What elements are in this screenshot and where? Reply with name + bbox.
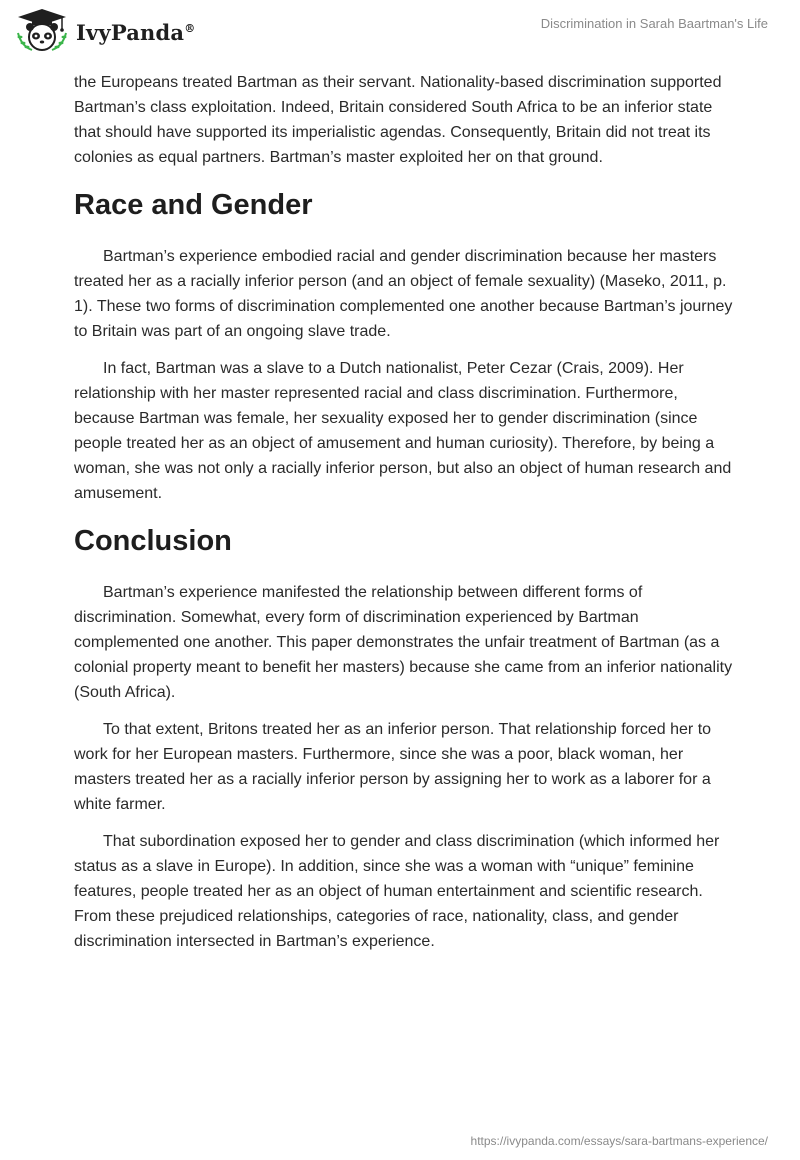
page-header — [0, 0, 800, 60]
document-title: Discrimination in Sarah Baartman's Life — [540, 16, 768, 31]
logo-wordmark: IvyPanda® — [76, 19, 196, 45]
registered-mark: ® — [184, 21, 196, 35]
source-url-link[interactable]: https://ivypanda.com/essays/sara-bartmans-experience/ — [470, 1134, 768, 1148]
ivypanda-logo[interactable] — [14, 7, 195, 53]
intro-paragraph: the Europeans treated Bartman as their servant. Nationality-based discrimination supported Bartman’s class exploitation. Indeed, Britain considered South Africa to be an inferior state that should have supported its imperialistic agendas. Consequently, Britain did not treat its colonies as equal partners. Bartman’s master exploited her on that ground. — [74, 74, 722, 166]
section-heading-race-and-gender: Race and Gender — [74, 189, 313, 221]
panda-graduate-icon — [14, 7, 70, 53]
paragraph: Bartman’s experience manifested the relationship between different forms of discrimination. Somewhat, every form of discrimination experienced by Bartman complemented one another. This paper demonstrates the unfair treatment of Bartman (as a colonial property meant to benefit her masters) because she came from an inferior nationality (South Africa). — [74, 584, 733, 701]
essay-body — [74, 70, 734, 966]
paragraph: To that extent, Britons treated her as an inferior person. That relationship forced her to work for her European masters. Furthermore, since she was a poor, black woman, her masters treated her as a racially inferior person by assigning her to work as a laborer for a white farmer. — [74, 721, 712, 813]
paragraph: That subordination exposed her to gender and class discrimination (which informed her status as a slave in Europe). In addition, since she was a woman with “unique” feminine features, people treated her as an object of human entertainment and scientific research. From these prejudiced relationships, categories of race, nationality, class, and gender discrimination intersected in Bartman’s experience. — [74, 833, 720, 950]
section-heading-conclusion: Conclusion — [74, 525, 232, 557]
paragraph: Bartman’s experience embodied racial and gender discrimination because her masters treated her as a racially inferior person (and an object of female sexuality) (Maseko, 2011, p. 1). These two forms of discrimination complemented one another because Bartman’s journey to Britain was part of an ongoing slave trade. — [74, 248, 733, 340]
paragraph: In fact, Bartman was a slave to a Dutch nationalist, Peter Cezar (Crais, 2009). Her relationship with her master represented racial and class discrimination. Furthermore, because Bartman was female, her sexuality exposed her to gender discrimination (since people treated her as an object of amusement and human curiosity). Therefore, by being a woman, she was not only a racially inferior person, but also an object of human research and amusement. — [74, 360, 732, 502]
